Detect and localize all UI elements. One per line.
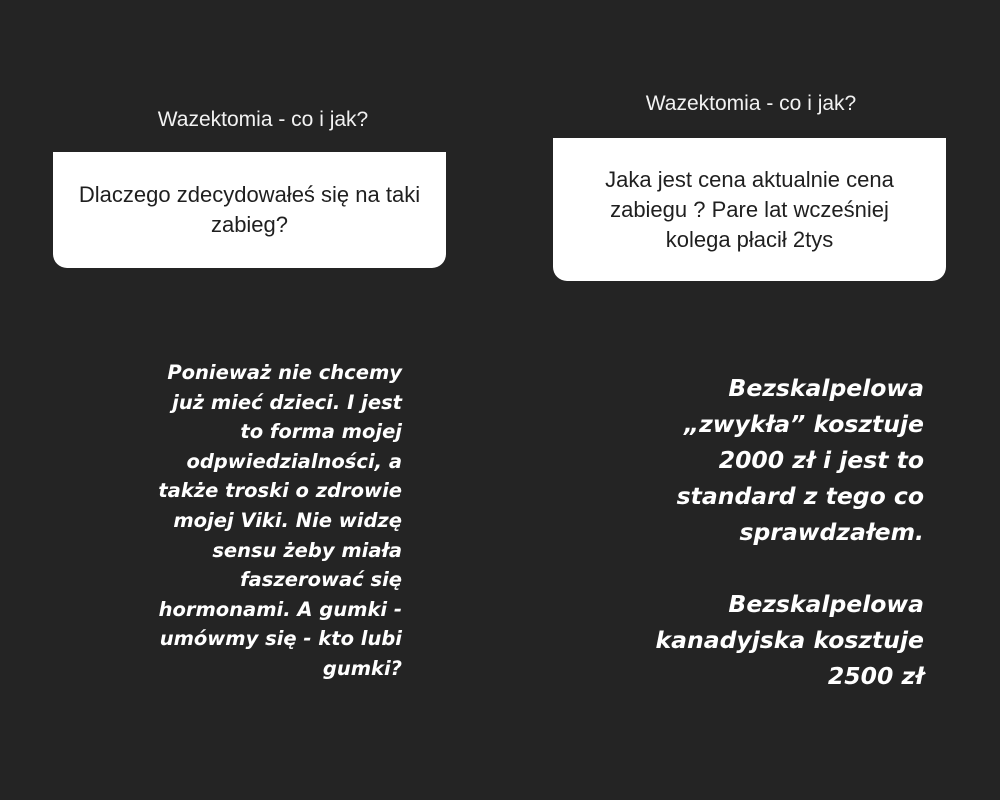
question-sticker-header-right: Wazektomia - co i jak?	[645, 92, 857, 115]
answer-line: „zwykła” kosztuje	[683, 410, 924, 438]
question-card-left	[53, 152, 446, 268]
answer-line: umówmy się - kto lubi	[159, 627, 402, 651]
answer-line: 2500 zł	[827, 662, 924, 690]
answer-line: gumki?	[322, 656, 402, 680]
question-text-right: Jaka jest cena aktualnie cena zabiegu ? Pare lat wcześniej kolega płacił 2tys	[605, 166, 894, 252]
answer-line: także troski o zdrowie	[158, 479, 402, 503]
answer-line: Ponieważ nie chcemy	[167, 361, 402, 384]
answer-line: już mieć dzieci. I jest	[172, 390, 402, 414]
answer-line: kanadyjska kosztuje	[655, 626, 924, 654]
answer-line: hormonami. A gumki -	[158, 597, 402, 621]
answer-line: Bezskalpelowa	[728, 374, 924, 402]
answer-line: Bezskalpelowa	[728, 590, 924, 618]
answer-line: mojej Viki. Nie widzę	[173, 508, 402, 532]
answer-text-right	[620, 370, 924, 694]
answer-line: standard z tego co	[676, 482, 924, 510]
answer-line: to forma mojej	[240, 420, 402, 444]
answer-line: sensu żeby miała	[212, 538, 402, 562]
question-text-left: Dlaczego zdecydowałeś się na taki zabieg?	[78, 182, 421, 237]
answer-line: 2000 zł i jest to	[718, 446, 924, 474]
answer-line: odpwiedzialności, a	[186, 449, 402, 473]
answer-line: faszerować się	[240, 568, 402, 592]
question-sticker-header-left: Wazektomia - co i jak?	[157, 108, 369, 131]
paragraph-gap	[620, 550, 924, 586]
answer-text-left	[140, 358, 402, 684]
question-card-right	[553, 138, 946, 281]
answer-line: sprawdzałem.	[739, 518, 924, 546]
